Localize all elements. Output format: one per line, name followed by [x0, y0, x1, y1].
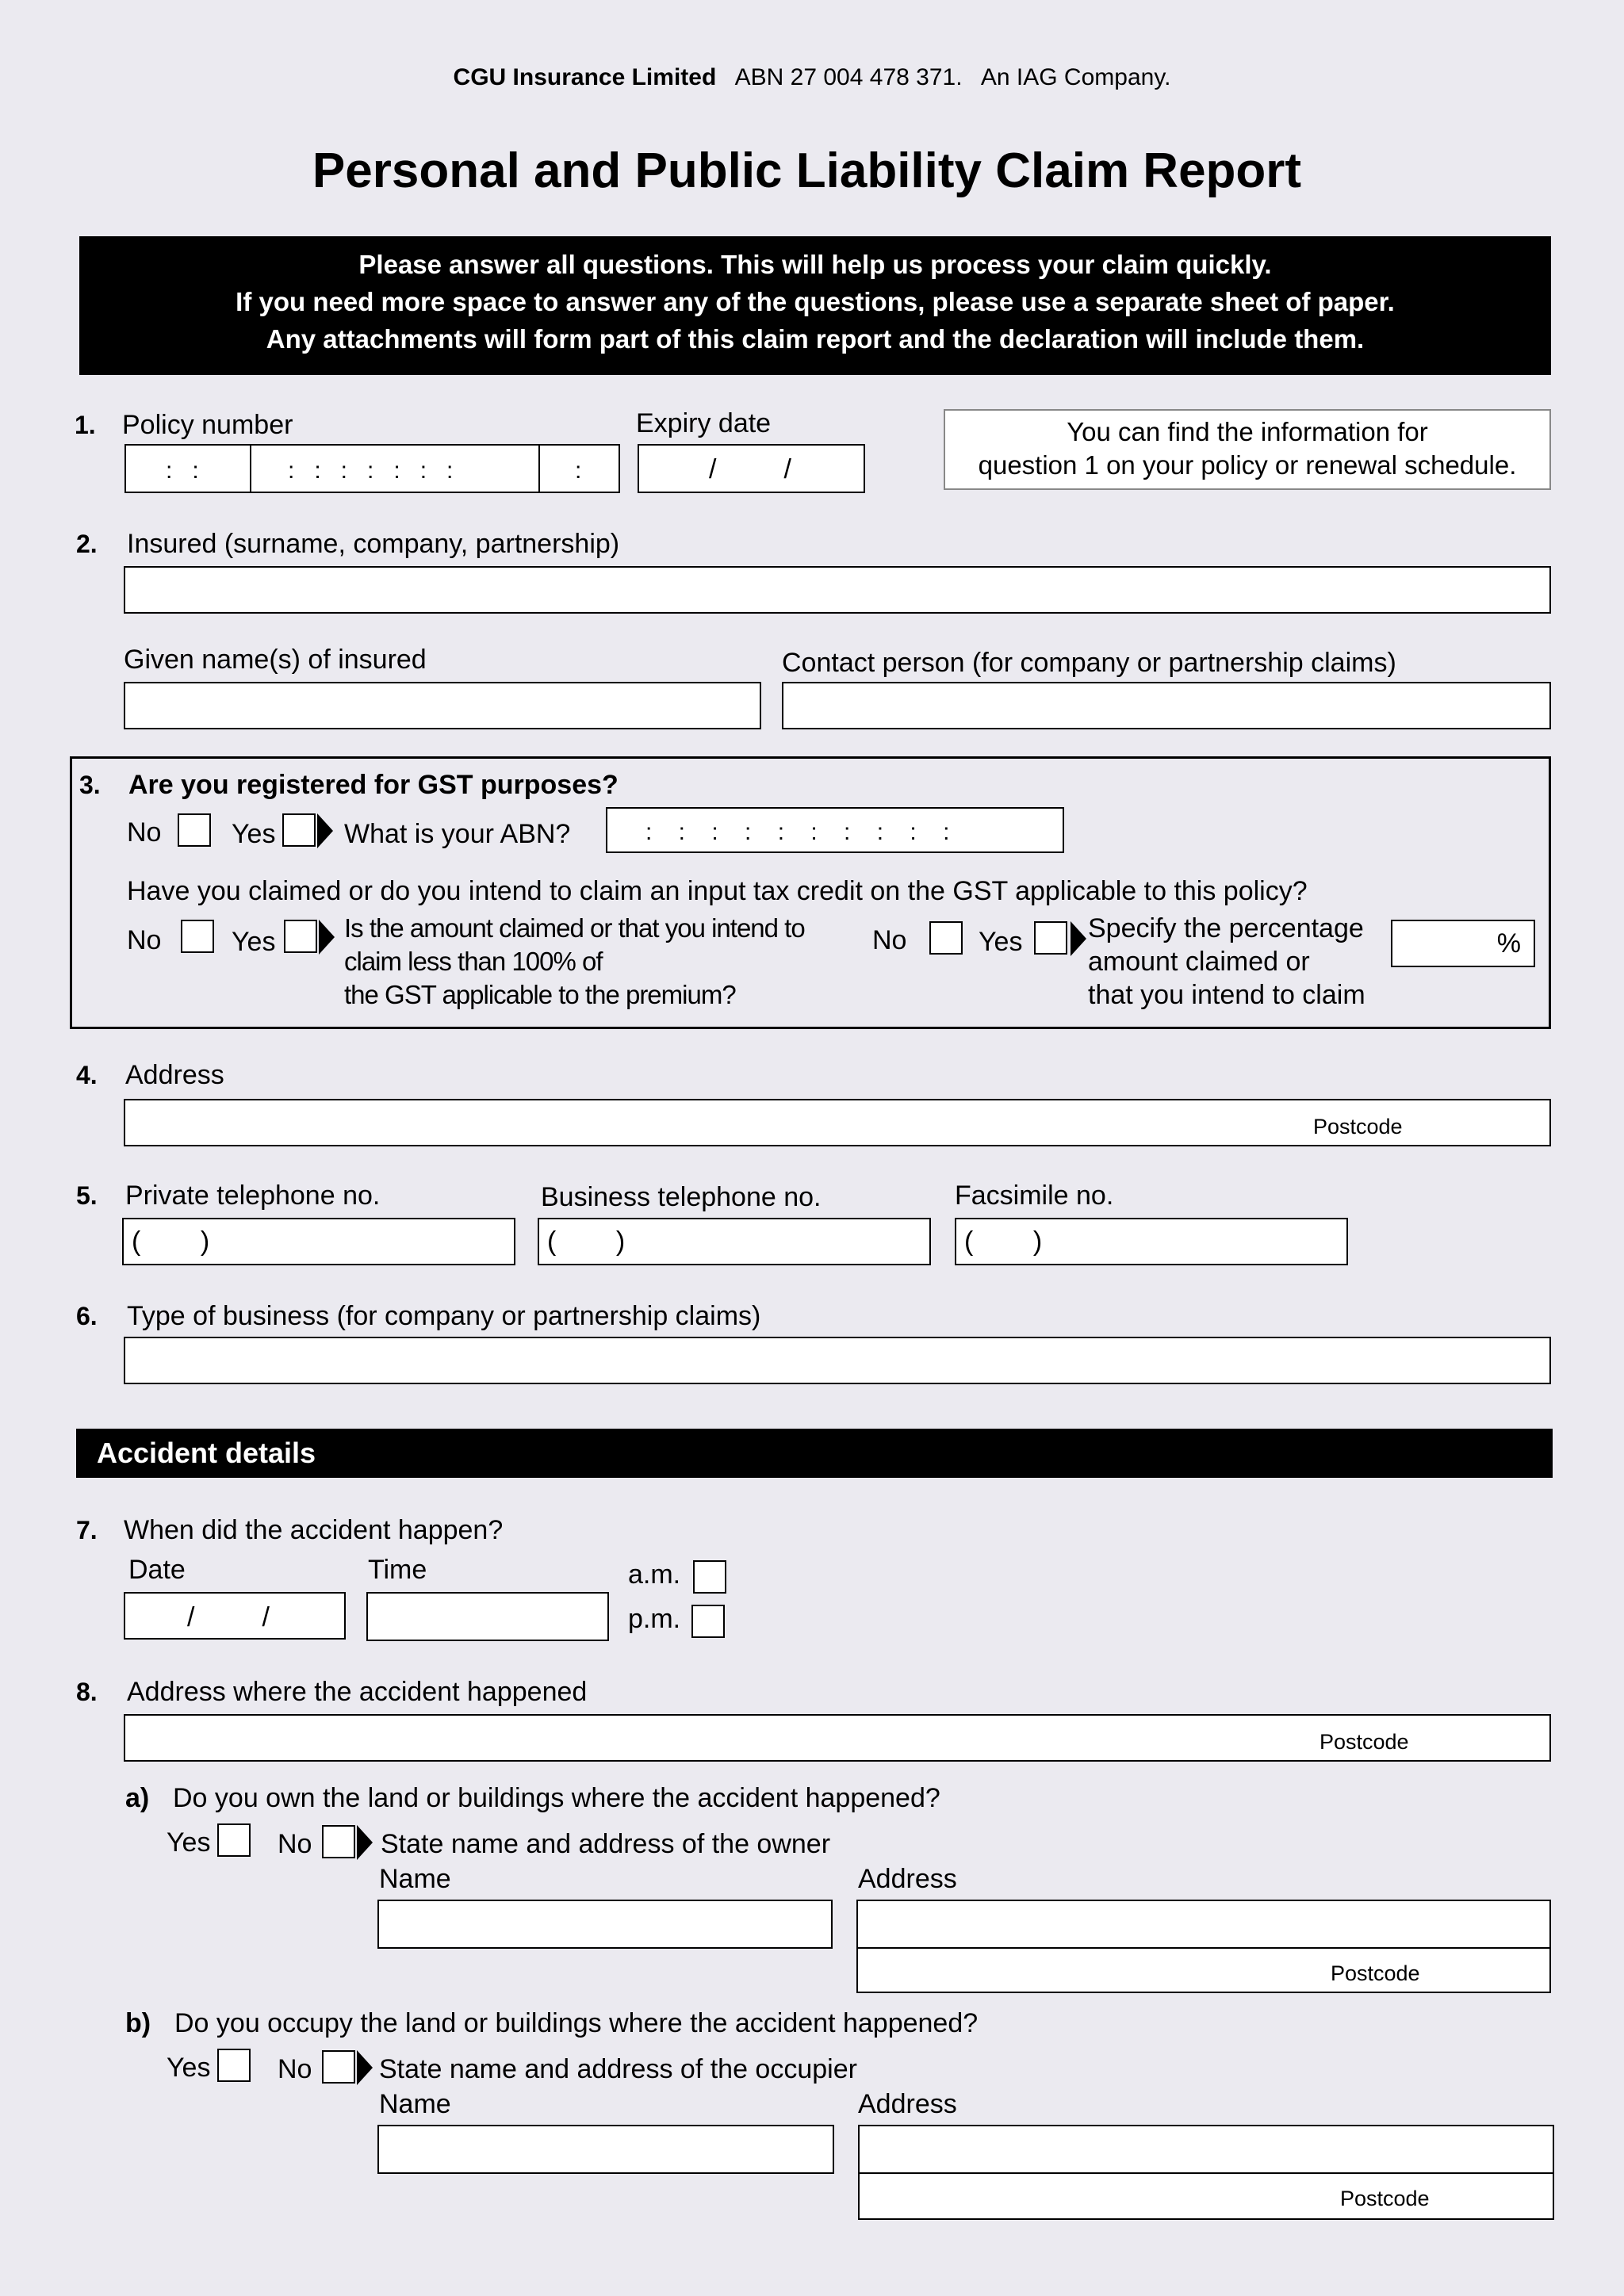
gst-no-checkbox[interactable]	[178, 813, 211, 847]
q5-number: 5.	[76, 1181, 98, 1210]
percentage-line-2: amount claimed or	[1088, 947, 1310, 977]
occupier-name-field[interactable]	[377, 2125, 834, 2174]
q8-number: 8.	[76, 1678, 98, 1706]
private-phone-label: Private telephone no.	[125, 1181, 381, 1211]
am-checkbox[interactable]	[693, 1560, 726, 1594]
fax-label: Facsimile no.	[955, 1181, 1114, 1211]
am-label: a.m.	[628, 1559, 681, 1590]
business-type-field[interactable]	[124, 1337, 1551, 1384]
less-yes-label: Yes	[979, 927, 1023, 957]
policy-number-field[interactable]	[124, 444, 620, 493]
less-than-line-1: Is the amount claimed or that you intend to	[344, 913, 805, 943]
accident-date-field[interactable]	[124, 1592, 346, 1640]
policy-number-label: Policy number	[122, 410, 293, 440]
q8a-letter: a)	[125, 1783, 150, 1813]
expiry-date-field[interactable]	[638, 444, 865, 493]
company-abn: ABN 27 004 478 371.	[734, 64, 963, 90]
insured-field[interactable]	[124, 566, 1551, 614]
occupier-name-label: Name	[379, 2089, 451, 2119]
private-phone-field[interactable]	[122, 1218, 515, 1265]
arrow-icon	[1071, 921, 1086, 956]
owner-name-field[interactable]	[377, 1900, 833, 1949]
q2-number: 2.	[76, 530, 98, 558]
occupy-no-label: No	[278, 2054, 312, 2084]
contact-person-label: Contact person (for company or partnership claims)	[782, 648, 1396, 678]
accident-time-label: Time	[368, 1555, 427, 1585]
accident-postcode-label: Postcode	[1320, 1730, 1409, 1754]
accident-details-header	[76, 1429, 1553, 1478]
arrow-icon	[357, 1825, 373, 1860]
expiry-marks: / /	[709, 454, 791, 484]
percent-symbol: %	[1496, 928, 1521, 959]
pm-checkbox[interactable]	[691, 1605, 725, 1638]
gst-yes-label: Yes	[232, 819, 276, 849]
accident-details-title: Accident details	[97, 1437, 316, 1469]
owner-name-label: Name	[379, 1864, 451, 1894]
own-land-question: Do you own the land or buildings where the accident happened?	[173, 1783, 940, 1813]
page-title: Personal and Public Liability Claim Report	[312, 144, 1302, 198]
business-phone-label: Business telephone no.	[541, 1182, 822, 1212]
accident-time-field[interactable]	[366, 1592, 609, 1641]
policy-marks-b: : : : : : : :	[288, 457, 454, 484]
abn-marks: : : : : : : : : : :	[645, 819, 950, 845]
itc-yes-checkbox[interactable]	[284, 920, 317, 953]
percentage-question	[1088, 912, 1365, 1012]
gst-question: Are you registered for GST purposes?	[128, 770, 619, 800]
own-yes-checkbox[interactable]	[217, 1823, 251, 1857]
insured-label: Insured (surname, company, partnership)	[127, 529, 620, 559]
own-yes-label: Yes	[167, 1827, 211, 1858]
occupy-yes-label: Yes	[167, 2053, 211, 2083]
address-label: Address	[125, 1060, 224, 1090]
company-group: An IAG Company.	[980, 64, 1171, 90]
own-no-checkbox[interactable]	[322, 1825, 355, 1858]
q4-number: 4.	[76, 1061, 98, 1089]
percentage-line-1: Specify the percentage	[1088, 913, 1364, 943]
expiry-date-label: Expiry date	[636, 408, 772, 438]
given-names-field[interactable]	[124, 682, 761, 729]
owner-postcode-label: Postcode	[1331, 1961, 1420, 1985]
owner-address-label: Address	[858, 1864, 957, 1894]
banner-line-3: Any attachments will form part of this claim report and the declaration will include them.	[266, 324, 1365, 354]
contact-person-field[interactable]	[782, 682, 1551, 729]
info-note-line-2: question 1 on your policy or renewal schedule.	[978, 450, 1517, 480]
given-names-label: Given name(s) of insured	[124, 645, 427, 675]
accident-address-label: Address where the accident happened	[127, 1677, 588, 1707]
own-no-label: No	[278, 1829, 312, 1859]
less-than-question	[344, 912, 805, 1012]
business-type-label: Type of business (for company or partnership claims)	[127, 1301, 761, 1331]
q6-number: 6.	[76, 1302, 98, 1330]
q1-number: 1.	[75, 411, 96, 439]
q8b-letter: b)	[125, 2008, 151, 2038]
instruction-banner	[79, 236, 1551, 375]
percentage-field[interactable]	[1391, 920, 1535, 967]
fax-field[interactable]	[955, 1218, 1348, 1265]
owner-address-field[interactable]	[856, 1900, 1551, 1993]
less-no-label: No	[872, 925, 907, 955]
fax-paren: ( )	[964, 1226, 1043, 1257]
q3-number: 3.	[79, 771, 101, 799]
business-phone-paren: ( )	[547, 1226, 626, 1257]
address-field[interactable]	[124, 1099, 1551, 1146]
less-no-checkbox[interactable]	[929, 921, 963, 955]
itc-question: Have you claimed or do you intend to claim an input tax credit on the GST applicable to this policy?	[127, 876, 1308, 906]
banner-line-2: If you need more space to answer any of the questions, please use a separate sheet of paper.	[236, 287, 1395, 316]
accident-date-label: Date	[128, 1555, 186, 1585]
banner-line-1: Please answer all questions. This will help us process your claim quickly.	[358, 250, 1272, 279]
arrow-icon	[319, 920, 335, 955]
occupier-address-field[interactable]	[858, 2125, 1554, 2220]
arrow-icon	[317, 813, 333, 848]
accident-address-field[interactable]	[124, 1714, 1551, 1762]
occupy-yes-checkbox[interactable]	[217, 2049, 251, 2082]
pm-label: p.m.	[628, 1604, 681, 1634]
info-note-box	[944, 409, 1551, 490]
occupier-state-label: State name and address of the occupier	[379, 2054, 857, 2084]
company-header	[0, 62, 1624, 94]
occupy-no-checkbox[interactable]	[322, 2050, 355, 2084]
abn-label: What is your ABN?	[344, 819, 571, 849]
occupier-address-label: Address	[858, 2089, 957, 2119]
policy-marks-c: :	[575, 457, 582, 484]
less-than-line-3: the GST applicable to the premium?	[344, 980, 736, 1009]
less-than-line-2: claim less than 100% of	[344, 947, 603, 976]
itc-no-checkbox[interactable]	[181, 920, 214, 953]
private-phone-paren: ( )	[132, 1226, 210, 1257]
gst-yes-checkbox[interactable]	[282, 813, 316, 847]
accident-date-marks: / /	[187, 1602, 270, 1632]
occupy-land-question: Do you occupy the land or buildings where the accident happened?	[174, 2008, 979, 2038]
arrow-icon	[357, 2050, 373, 2085]
percentage-line-3: that you intend to claim	[1088, 980, 1365, 1010]
address-postcode-label: Postcode	[1313, 1115, 1403, 1138]
business-phone-field[interactable]	[538, 1218, 931, 1265]
company-name: CGU Insurance Limited	[453, 64, 717, 90]
accident-when-question: When did the accident happen?	[124, 1515, 504, 1545]
owner-state-label: State name and address of the owner	[381, 1829, 831, 1859]
info-note-line-1: You can find the information for	[1067, 417, 1428, 446]
policy-marks-a: : :	[166, 457, 199, 484]
q7-number: 7.	[76, 1516, 98, 1544]
itc-yes-label: Yes	[232, 927, 276, 957]
occupier-postcode-label: Postcode	[1340, 2187, 1430, 2210]
less-yes-checkbox[interactable]	[1034, 921, 1067, 955]
itc-no-label: No	[127, 925, 162, 955]
gst-no-label: No	[127, 817, 162, 848]
abn-field[interactable]	[606, 807, 1064, 853]
